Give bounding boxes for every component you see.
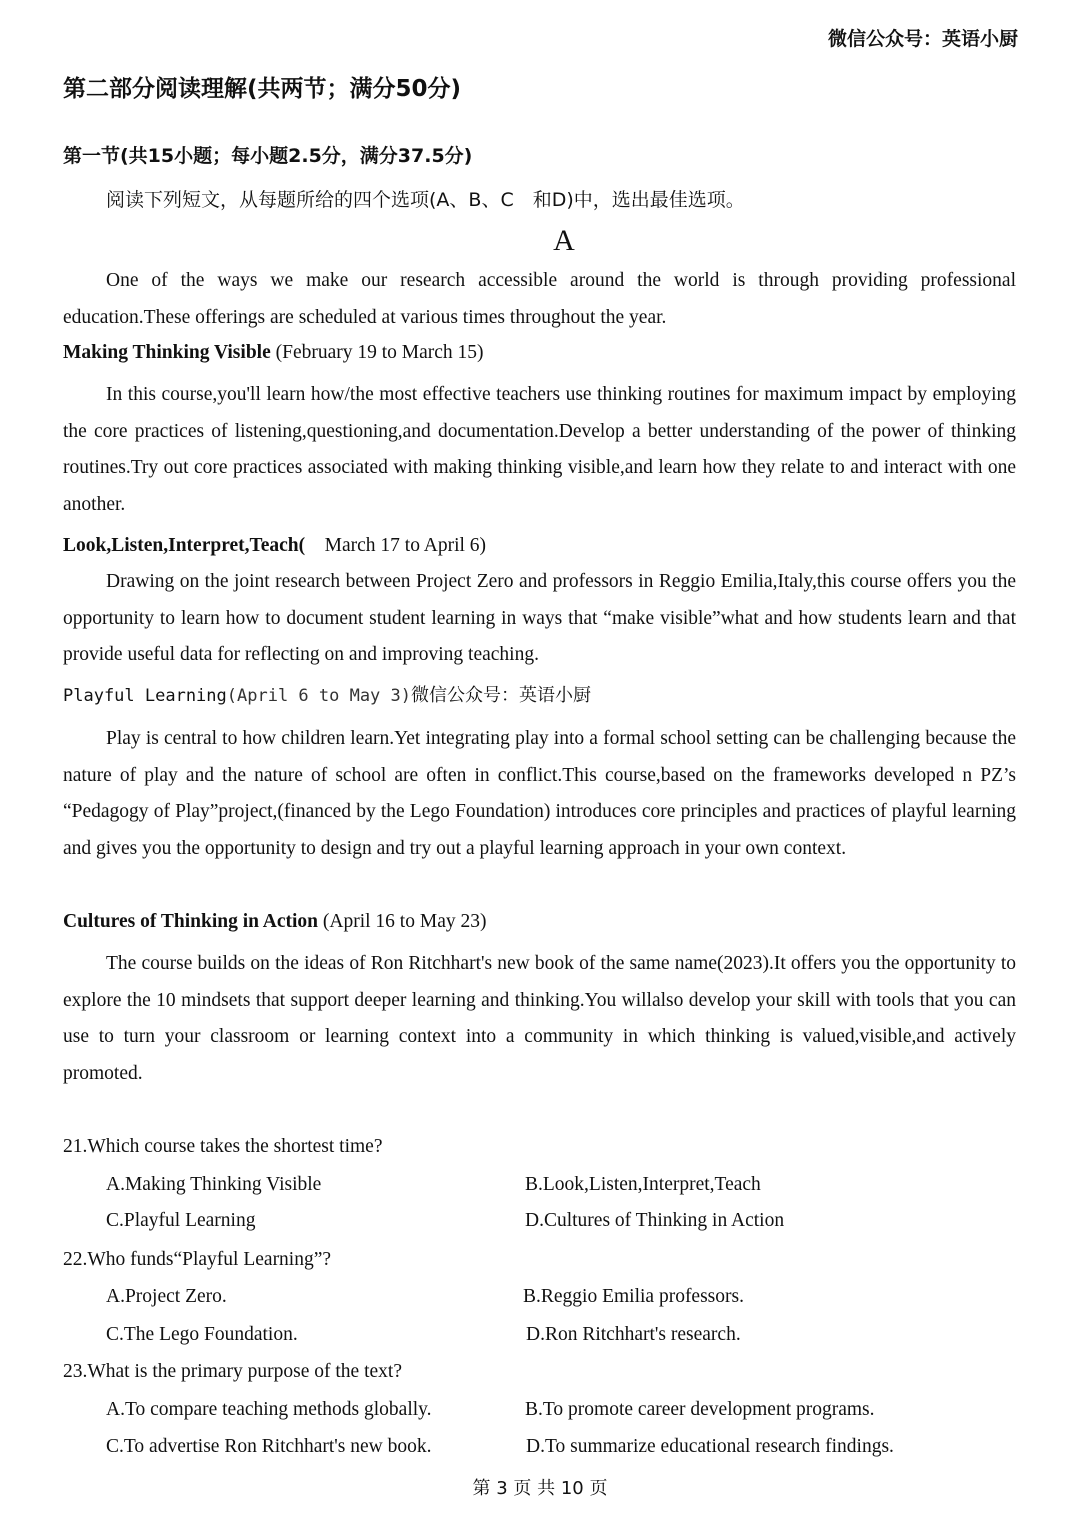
option-c: C.To advertise Ron Ritchhart's new book.	[106, 1436, 432, 1457]
part-title: 第二部分阅读理解(共两节；满分50分)	[63, 76, 462, 102]
course-title: Making Thinking Visible	[63, 342, 271, 363]
course-description: Play is central to how children learn.Yet integrating play into a formal school setting can be challenging because the nature of play and the nature of school are often in conflict.This course,based on the frameworks developed n PZ’s “Pedagogy of Play”project,(financed by the Lego Foundation) introduces core principles and practices of playful learning and gives you the opportunity to design and try out a playful learning approach in your own context.	[63, 728, 1016, 859]
section-title: 第一节(共15小题；每小题2.5分，满分37.5分)	[63, 145, 473, 167]
course-dates: (April 6 to May 3)	[226, 686, 411, 706]
course-description: The course builds on the ideas of Ron Ritchhart's new book of the same name(2023).It offers you the opportunity to explore the 10 mindsets that support deeper learning and thinking.You willalso develop your skill with tools that you can use to turn your classroom or learning context into a community in which thinking is valued,visible,and actively promoted.	[63, 953, 1016, 1084]
option-d: D.Ron Ritchhart's research.	[526, 1324, 741, 1345]
course-heading	[63, 911, 486, 933]
course-description: In this course,you'll learn how/the most effective teachers use thinking routines for maximum impact by employing the core practices of listening,questioning,and documentation.Develop a better understanding of the power of thinking routines.Try out core practices associated with making thinking visible,and learn how they relate to and interact with one another.	[63, 384, 1016, 515]
option-b: B.To promote career development programs.	[525, 1399, 875, 1420]
course-description: Drawing on the joint research between Project Zero and professors in Reggio Emilia,Italy,this course offers you the opportunity to learn how to document student learning in ways that “make visible”what and how students learn and that provide useful data for reflecting on and improving teaching.	[63, 571, 1016, 665]
course-dates: (February 19 to March 15)	[270, 342, 484, 363]
option-a: A.Project Zero.	[106, 1286, 227, 1307]
question-stem: 22.Who funds“Playful Learning”?	[63, 1249, 332, 1270]
option-c: C.Playful Learning	[106, 1210, 256, 1231]
option-d: D.Cultures of Thinking in Action	[525, 1210, 785, 1231]
course-heading	[63, 681, 591, 707]
course-heading	[63, 529, 486, 557]
course-heading	[63, 342, 484, 364]
course-title: Look,Listen,Interpret,Teach(	[63, 535, 306, 556]
option-a: A.To compare teaching methods globally.	[106, 1399, 432, 1420]
option-c: C.The Lego Foundation.	[106, 1324, 298, 1345]
option-d: D.To summarize educational research findings.	[526, 1436, 894, 1457]
course-title: Playful Learning	[63, 686, 227, 706]
intro-paragraph: One of the ways we make our research accessible around the world is through providing professional education.These offerings are scheduled at various times throughout the year.	[63, 270, 1016, 328]
course-dates: (April 16 to May 23)	[318, 911, 487, 932]
instruction-text: 阅读下列短文，从每题所给的四个选项(A、B、C 和D)中，选出最佳选项。	[106, 189, 745, 211]
inline-watermark: 微信公众号：英语小厨	[411, 685, 591, 706]
option-b: B.Look,Listen,Interpret,Teach	[525, 1174, 761, 1195]
question-stem: 21.Which course takes the shortest time?	[63, 1136, 383, 1157]
option-a: A.Making Thinking Visible	[106, 1174, 322, 1195]
option-b: B.Reggio Emilia professors.	[523, 1286, 744, 1307]
passage-letter: A	[553, 224, 575, 257]
course-title: Cultures of Thinking in Action	[63, 911, 319, 932]
page-footer: 第 3 页 共 10 页	[472, 1478, 608, 1499]
question-stem: 23.What is the primary purpose of the text?	[63, 1361, 402, 1382]
watermark-header: 微信公众号：英语小厨	[827, 28, 1018, 50]
course-dates: March 17 to April 6)	[305, 535, 487, 556]
